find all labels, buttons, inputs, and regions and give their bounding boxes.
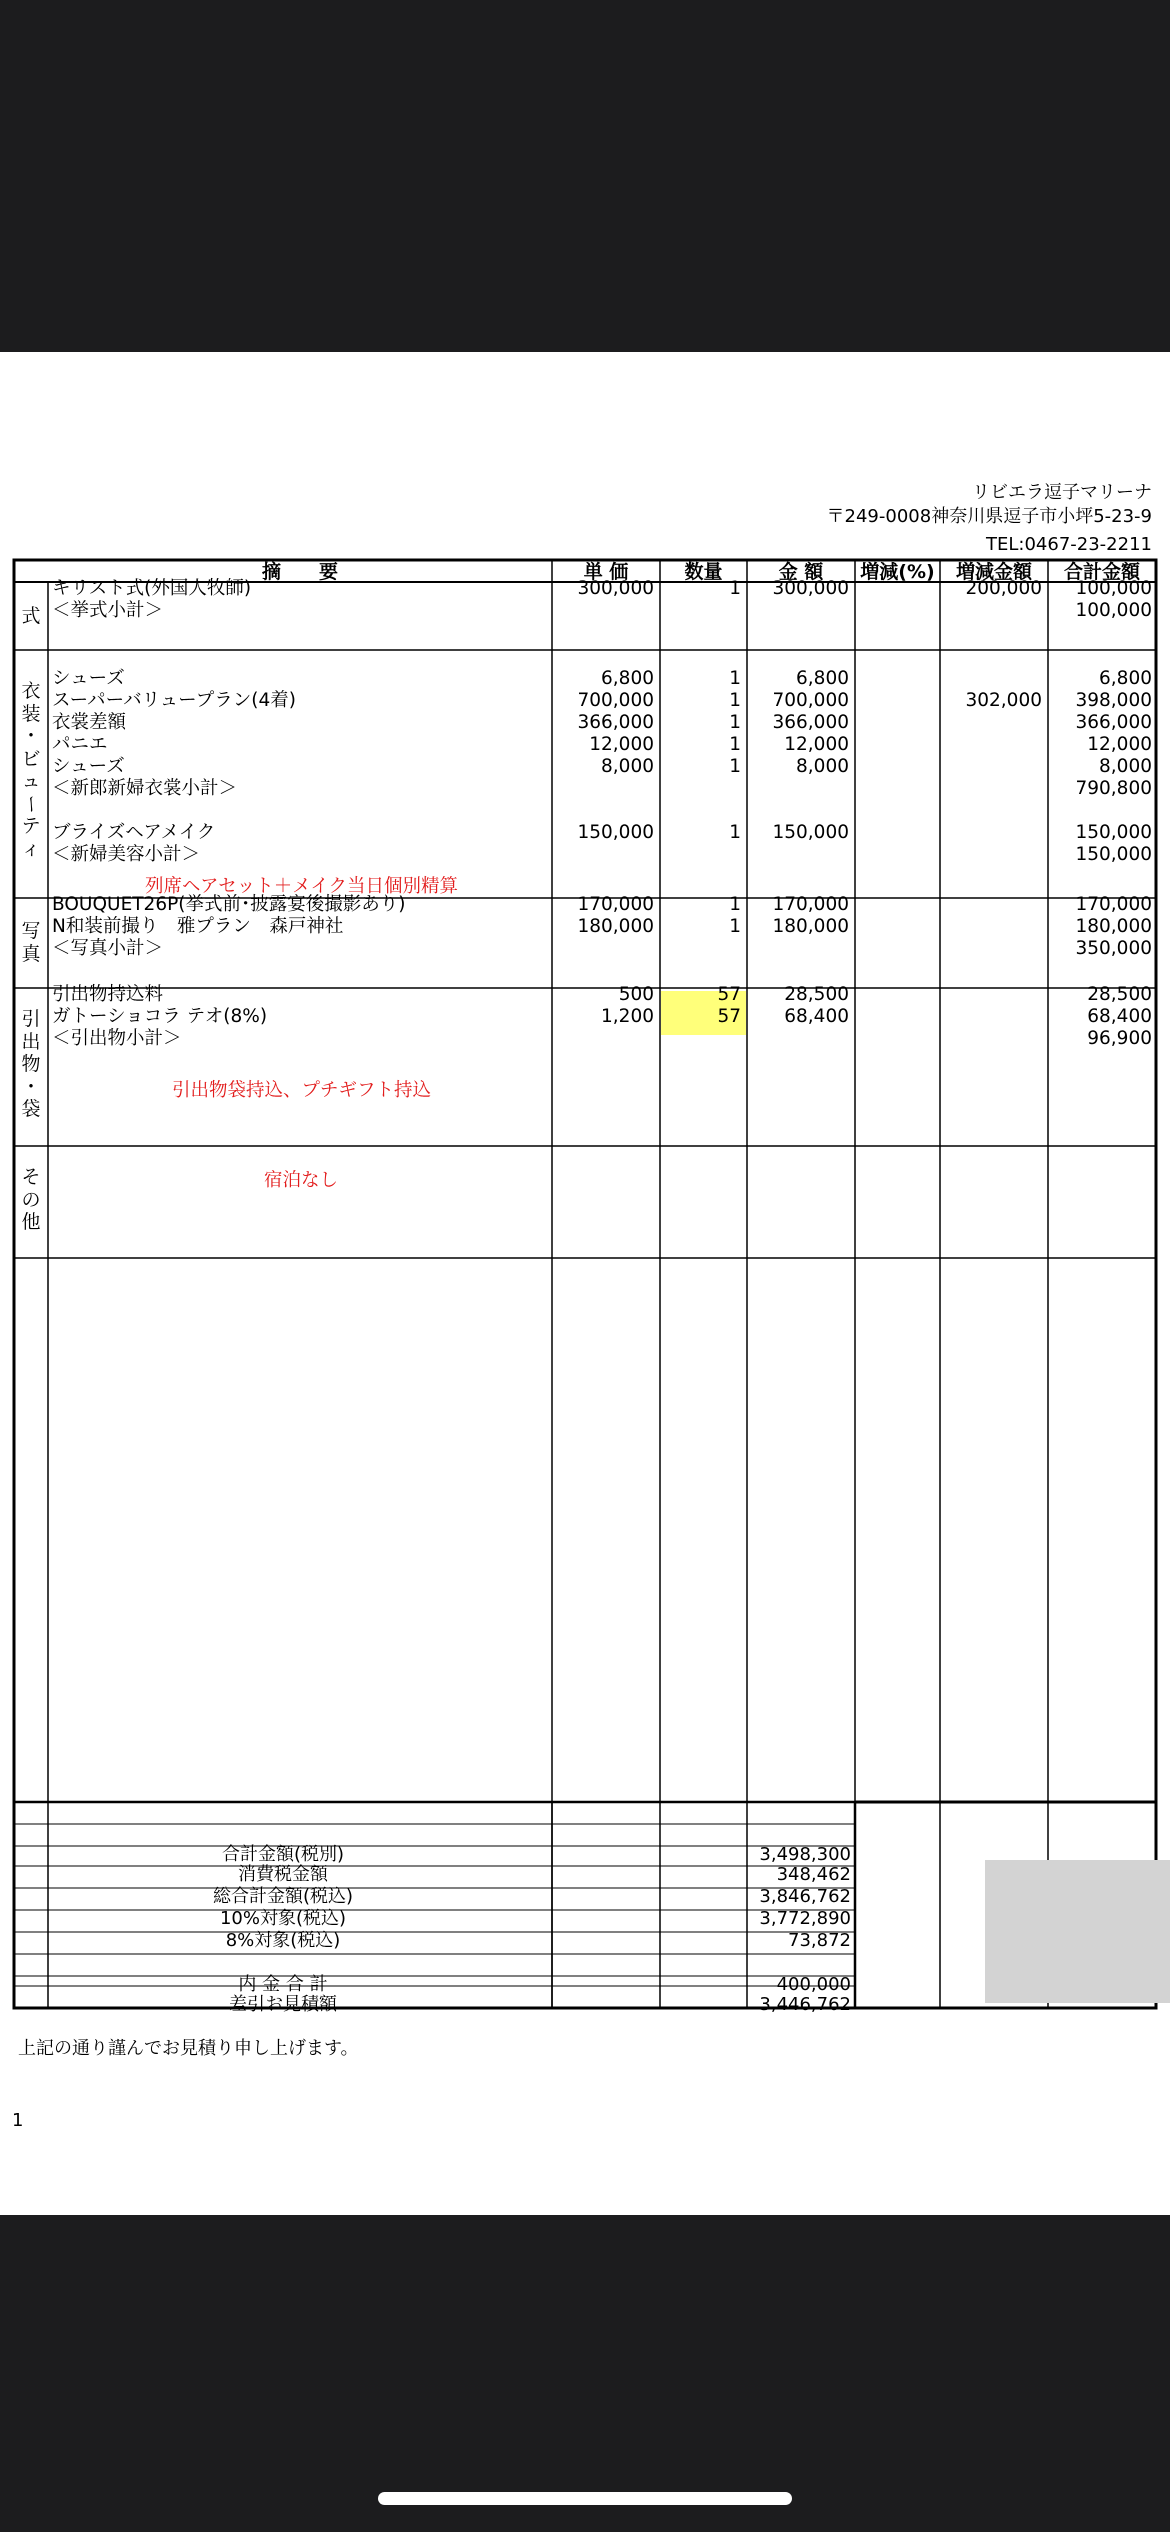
row-unit-price: 6,800 (601, 668, 654, 689)
row-description: パニエ (52, 734, 108, 755)
row-amount: 8,000 (796, 756, 849, 777)
row-description: ＜写真小計＞ (52, 938, 164, 959)
header-amount: 金 額 (778, 561, 824, 583)
row-total: 350,000 (1075, 938, 1152, 959)
summary-value: 3,772,890 (759, 1908, 851, 1929)
home-indicator[interactable] (378, 2492, 792, 2505)
category-photo: 写 真 (21, 920, 41, 965)
row-quantity: 1 (729, 822, 741, 843)
row-amount: 12,000 (784, 734, 849, 755)
row-unit-price: 180,000 (577, 916, 654, 937)
row-amount: 180,000 (772, 916, 849, 937)
summary-value: 3,446,762 (759, 1994, 851, 2015)
header-change-amount: 増減金額 (955, 561, 1032, 583)
estimate-page (0, 352, 1170, 2215)
row-total: 398,000 (1075, 690, 1152, 711)
row-quantity: 1 (729, 894, 741, 915)
page-number: 1 (12, 2110, 24, 2131)
row-total: 6,800 (1099, 668, 1152, 689)
summary-value: 348,462 (776, 1864, 851, 1885)
header-unit-price: 単 価 (583, 561, 629, 583)
row-unit-price: 170,000 (577, 894, 654, 915)
summary-value: 73,872 (788, 1930, 851, 1951)
row-description: BOUQUET26P(挙式前･披露宴後撮影あり) (52, 894, 406, 915)
row-total: 170,000 (1075, 894, 1152, 915)
row-description: N和装前撮り 雅プラン 森戸神社 (52, 916, 344, 937)
row-unit-price: 366,000 (577, 712, 654, 733)
row-quantity: 1 (729, 668, 741, 689)
company-address: 〒249-0008神奈川県逗子市小坪5-23-9 (826, 506, 1152, 527)
row-quantity: 1 (729, 734, 741, 755)
row-amount: 68,400 (784, 1006, 849, 1027)
row-description: 引出物持込料 (52, 984, 164, 1005)
summary-label: 合計金額(税別) (221, 1844, 345, 1865)
summary-label: 総合計金額(税込) (212, 1886, 354, 1907)
row-total: 68,400 (1087, 1006, 1152, 1027)
note-lodging: 宿泊なし (264, 1170, 339, 1191)
row-description: キリスト式(外国人牧師) (52, 578, 252, 599)
row-unit-price: 300,000 (577, 578, 654, 599)
company-tel: TEL:0467-23-2211 (986, 534, 1152, 555)
category-costume: 衣 装 ・ ビ ュ ー テ ィ (20, 680, 43, 860)
row-unit-price: 700,000 (577, 690, 654, 711)
row-description: スーパーバリュープラン(4着) (52, 690, 296, 711)
row-amount: 150,000 (772, 822, 849, 843)
redacted-area (985, 1860, 1170, 2003)
row-total: 150,000 (1075, 822, 1152, 843)
row-unit-price: 500 (618, 984, 654, 1005)
category-other: そ の 他 (21, 1166, 41, 1233)
row-quantity: 1 (729, 916, 741, 937)
header-change-pct: 増減(%) (860, 561, 935, 583)
row-description: ＜挙式小計＞ (52, 600, 164, 621)
category-ceremony: 式 (21, 605, 41, 627)
header-summary: 摘 要 (261, 561, 338, 583)
row-total: 366,000 (1075, 712, 1152, 733)
category-gifts: 引 出 物 ・ 袋 (21, 1008, 41, 1120)
row-total: 150,000 (1075, 844, 1152, 865)
row-description: ガトーショコラ テオ(8%) (52, 1006, 268, 1027)
row-quantity: 1 (729, 712, 741, 733)
row-total: 180,000 (1075, 916, 1152, 937)
row-quantity: 57 (717, 984, 741, 1005)
row-amount: 700,000 (772, 690, 849, 711)
company-name: リビエラ逗子マリーナ (972, 482, 1152, 503)
row-total: 790,800 (1075, 778, 1152, 799)
row-quantity: 57 (717, 1006, 741, 1027)
summary-label: 消費税金額 (238, 1864, 328, 1885)
note-hair: 列席ヘアセット＋メイク当日個別精算 (145, 876, 459, 897)
row-amount: 6,800 (796, 668, 849, 689)
row-unit-price: 1,200 (601, 1006, 654, 1027)
row-unit-price: 12,000 (589, 734, 654, 755)
row-amount: 170,000 (772, 894, 849, 915)
row-total: 100,000 (1075, 578, 1152, 599)
row-amount: 366,000 (772, 712, 849, 733)
row-quantity: 1 (729, 756, 741, 777)
row-unit-price: 150,000 (577, 822, 654, 843)
row-description: シューズ (52, 756, 125, 777)
row-description: ＜新郎新婦衣裳小計＞ (52, 778, 238, 799)
header-total: 合計金額 (1063, 561, 1140, 583)
note-gifts: 引出物袋持込、プチギフト持込 (172, 1080, 432, 1101)
row-total: 12,000 (1087, 734, 1152, 755)
summary-value: 3,846,762 (759, 1886, 851, 1907)
row-quantity: 1 (729, 578, 741, 599)
row-description: 衣裳差額 (52, 712, 127, 733)
row-total: 96,900 (1087, 1028, 1152, 1049)
summary-value: 400,000 (776, 1974, 851, 1995)
row-unit-price: 8,000 (601, 756, 654, 777)
row-quantity: 1 (729, 690, 741, 711)
row-amount: 28,500 (784, 984, 849, 1005)
summary-value: 3,498,300 (759, 1844, 851, 1865)
summary-label: 8%対象(税込) (225, 1930, 341, 1951)
row-change-amount: 200,000 (965, 578, 1042, 599)
row-total: 100,000 (1075, 600, 1152, 621)
row-amount: 300,000 (772, 578, 849, 599)
summary-label: 内 金 合 計 (238, 1974, 328, 1995)
header-quantity: 数量 (684, 561, 723, 583)
row-description: ＜新婦美容小計＞ (52, 844, 201, 865)
row-description: ＜引出物小計＞ (52, 1028, 182, 1049)
closing-text: 上記の通り謹んでお見積り申し上げます。 (18, 2038, 359, 2059)
row-description: シューズ (52, 668, 125, 689)
row-total: 28,500 (1087, 984, 1152, 1005)
summary-label: 10%対象(税込) (219, 1908, 347, 1929)
row-total: 8,000 (1099, 756, 1152, 777)
summary-label: 差引お見積額 (229, 1994, 337, 2015)
row-change-amount: 302,000 (965, 690, 1042, 711)
row-description: ブライズヘアメイク (52, 822, 216, 843)
